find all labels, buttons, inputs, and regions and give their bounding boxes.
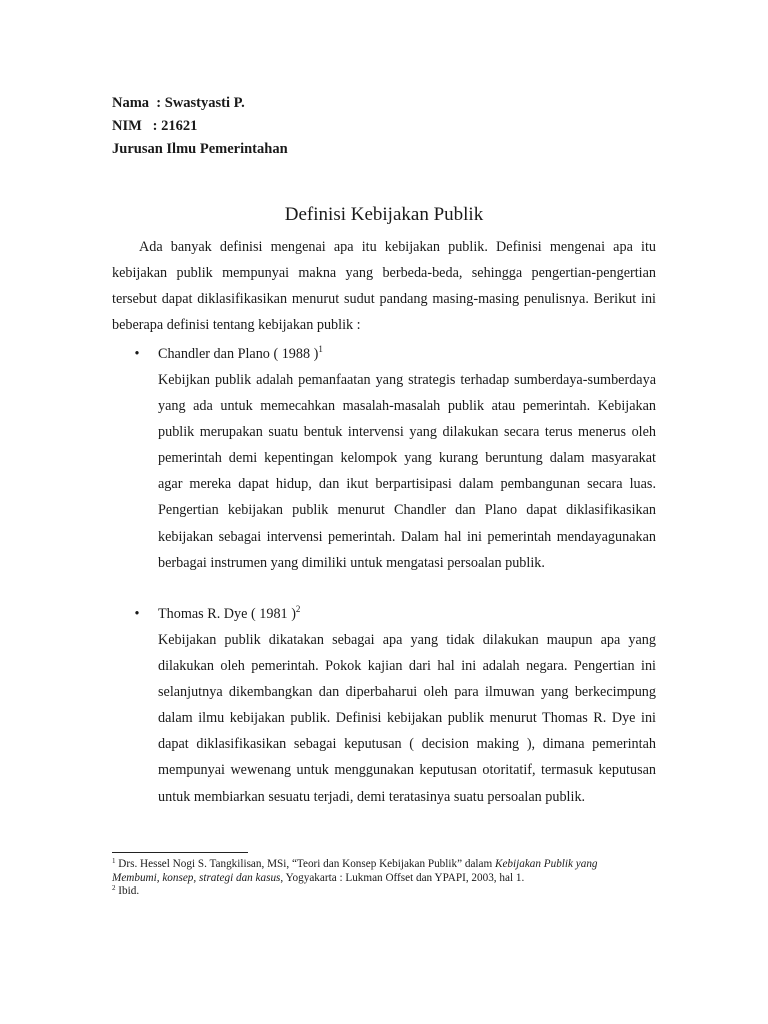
intro-paragraph bbox=[112, 234, 656, 338]
student-info bbox=[112, 92, 288, 161]
footnotes bbox=[112, 858, 642, 899]
footnote-mark: 1 bbox=[112, 857, 116, 865]
footnote-1 bbox=[112, 858, 642, 885]
footnote-text-end: , Yogyakarta : Lukman Offset dan YPAPI, 2003, hal 1. bbox=[280, 871, 525, 884]
definition-body: Kebijakan publik dikatakan sebagai apa yang tidak dilakukan maupun apa yang dilakukan oleh pemerintah. Pokok kajian dari hal ini adalah negara. Pengertian ini selanjutnya dikembangkan dan diperbaharui oleh para ilmuwan yang berkecimpung dalam ilmu kebijakan publik. Definisi kebijakan publik menurut Thomas R. Dye ini dapat diklasifikasikan sebagai keputusan ( decision making ), dimana pemerintah mempunyai wewenang untuk menggunakan keputusan otoritatif, termasuk keputusan untuk membiarkan sesuatu terjadi, demi teratasinya suatu persoalan publik. bbox=[158, 632, 656, 805]
footnote-separator bbox=[112, 852, 248, 853]
footnote-mark: 2 bbox=[112, 884, 116, 893]
footnote-text: Ibid. bbox=[115, 885, 140, 898]
department-line: Jurusan Ilmu Pemerintahan bbox=[112, 141, 288, 157]
nim-line: NIM : 21621 bbox=[112, 118, 198, 134]
footnote-book-title: Kebijakan Publik yang Membumi, konsep, strategi dan kasus bbox=[112, 858, 598, 884]
definition-heading-text: Thomas R. Dye ( 1981 ) bbox=[158, 606, 296, 622]
definition-body: Kebijkan publik adalah pemanfaatan yang strategis terhadap sumberdaya-sumberdaya yang ada untuk memecahkan masalah-masalah publik atau pemerintah. Kebijakan publik merupakan suatu bentuk intervensi yang dilakukan secara terus menerus oleh pemerintah demi kepentingan kelompok yang kurang beruntung dalam masyarakat agar mereka dapat hidup, dan ikut berpartisipasi dalam pembangunan secara luas. Pengertian kebijakan publik menurut Chandler dan Plano dapat diklasifikasikan kebijakan sebagai intervensi pemerintah. Dalam hal ini pemerintah mendayagunakan berbagai instrumen yang dimiliki untuk mengatasi persoalan publik. bbox=[158, 372, 656, 571]
definition-heading bbox=[158, 341, 323, 367]
document-title: Definisi Kebijakan Publik bbox=[284, 204, 484, 225]
footnote-ref: 2 bbox=[295, 604, 301, 614]
footnote-text: Drs. Hessel Nogi S. Tangkilisan, MSi, “Teori dan Konsep Kebijakan Publik” dalam bbox=[115, 858, 495, 870]
name-line: Nama : Swastyasti P. bbox=[112, 95, 245, 111]
footnote-2 bbox=[112, 885, 642, 899]
footnote-ref: 1 bbox=[318, 344, 323, 354]
bullet-icon: • bbox=[134, 346, 140, 362]
intro-text: Ada banyak definisi mengenai apa itu kebijakan publik. Definisi mengenai apa itu kebijakan publik mempunyai makna yang berbeda-beda, sehingga pengertian-pengertian tersebut dapat diklasifikasikan menurut sudut pandang masing-masing penulisnya. Berikut ini beberapa definisi tentang kebijakan publik : bbox=[112, 239, 656, 334]
definition-heading bbox=[158, 601, 300, 627]
bullet-icon: • bbox=[134, 606, 140, 622]
definition-heading-text: Chandler dan Plano ( 1988 ) bbox=[158, 346, 319, 362]
